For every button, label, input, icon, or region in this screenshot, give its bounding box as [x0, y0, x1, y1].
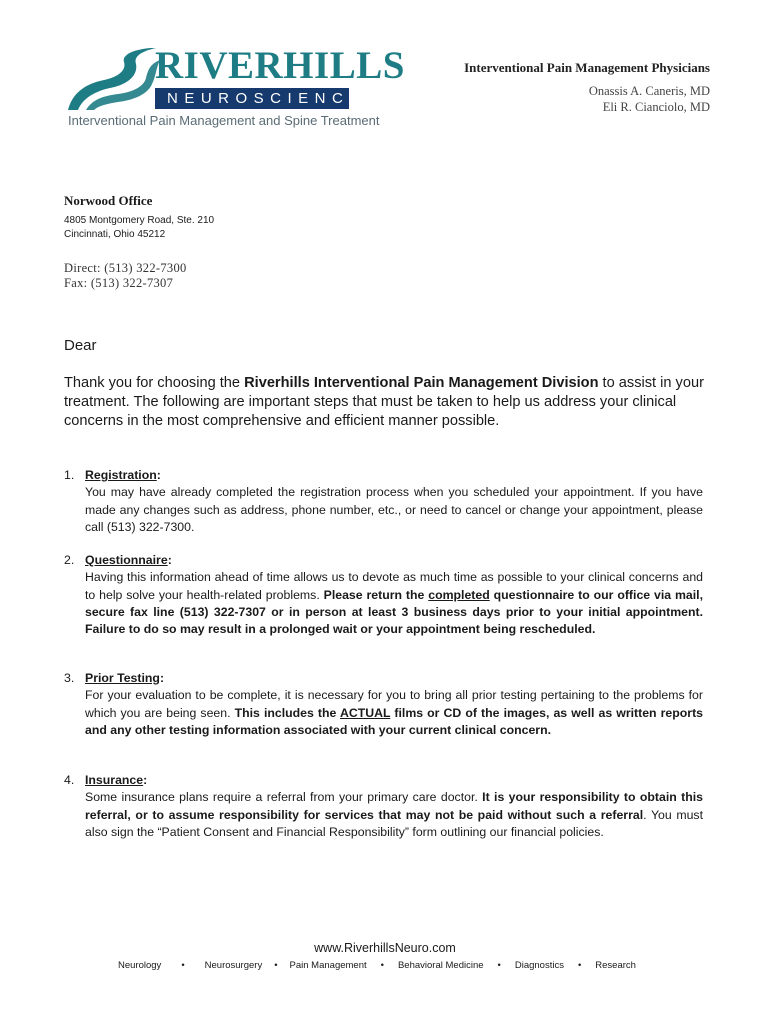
logo-name: RIVERHILLS — [155, 44, 405, 87]
footer-services — [118, 960, 636, 971]
footer-separator: • — [181, 960, 185, 971]
footer-service: Research — [595, 960, 636, 971]
logo-tagline: Interventional Pain Management and Spine Treatment — [68, 113, 380, 128]
step-heading-colon: : — [156, 468, 161, 482]
step-heading-colon: : — [143, 773, 148, 787]
step-body — [85, 569, 703, 638]
footer-separator: • — [497, 960, 501, 971]
step-heading-text: Questionnaire — [85, 553, 168, 567]
step-heading — [85, 772, 147, 789]
step-heading-text: Registration — [85, 468, 157, 482]
step-heading-colon: : — [167, 553, 172, 567]
step-body-text: For your evaluation to be complete, it is necessary for you to bring all prior testing pertaining to the problems for which you are being seen. — [85, 688, 703, 720]
step-body-bold: questionnaire to our office via mail, secure fax line (513) 322-7307 or in person at least 3 business days prior to your initial appointment. Failure to do so may result in a prolonged wait or your appointment being rescheduled. — [85, 587, 704, 637]
step-body-bold: This includes the — [234, 705, 340, 720]
step-body-bold: It is your responsibility to obtain this referral, or to assume responsibility for services that may not be paid without such a referral — [85, 790, 703, 822]
office-city: Cincinnati, Ohio 45212 — [64, 229, 166, 240]
step-body-bold-underlined: ACTUAL — [339, 705, 391, 720]
logo-subname-bar — [155, 88, 366, 109]
step-body-bold-underlined: completed — [428, 587, 490, 602]
step-number: 1. — [64, 468, 75, 482]
footer-service: Neurology — [118, 960, 162, 971]
footer-service: Diagnostics — [514, 960, 564, 971]
doctor-name: Onassis A. Caneris, MD — [588, 84, 710, 98]
salutation: Dear — [64, 337, 97, 354]
footer-service: Pain Management — [289, 960, 367, 971]
step-heading — [85, 467, 161, 484]
step-body-bold: films or CD of the images, as well as written reports and any other testing information associated with your current clinical concern. — [85, 705, 704, 737]
office-street: 4805 Montgomery Road, Ste. 210 — [64, 215, 215, 226]
office-title: Norwood Office — [64, 193, 153, 208]
step-number: 4. — [64, 773, 75, 787]
step-body — [85, 789, 703, 841]
office-direct-phone: Direct: (513) 322-7300 — [64, 261, 187, 275]
step-body-text: Having this information ahead of time allows us to devote as much time as possible to your clinical concerns and to help solve your health-related problems. — [85, 570, 703, 602]
step-body — [85, 687, 703, 739]
footer-separator: • — [577, 960, 582, 971]
step-heading — [85, 552, 172, 569]
step-number: 3. — [64, 671, 75, 685]
intro-text: Thank you for choosing the — [64, 375, 245, 391]
doctor-name: Eli R. Cianciolo, MD — [602, 100, 710, 114]
footer-service: Neurosurgery — [204, 960, 263, 971]
step-heading-text: Insurance — [85, 773, 144, 787]
physicians-title: Interventional Pain Management Physicians — [464, 60, 710, 75]
step-number: 2. — [64, 553, 75, 567]
intro-paragraph — [64, 374, 714, 431]
step-body-bold: Please return the — [323, 587, 429, 602]
step-heading-text: Prior Testing — [85, 671, 160, 685]
footer-service: Behavioral Medicine — [397, 960, 484, 971]
intro-text: to assist in your treatment. The following are important steps that must be taken to help us address your clinical concerns in the most comprehensive and efficient manner possible. — [64, 375, 704, 429]
step-body-text: . You must also sign the “Patient Consent and Financial Responsibility” form outlining our financial policies. — [85, 807, 703, 839]
step-body-text: Some insurance plans require a referral from your primary care doctor. — [85, 790, 483, 805]
footer-separator: • — [274, 960, 278, 971]
office-fax: Fax: (513) 322-7307 — [64, 276, 174, 290]
step-heading — [85, 670, 164, 687]
riverhills-logo-swoosh — [64, 44, 164, 114]
step-body: You may have already completed the registration process when you scheduled your appointment. If you have made any changes such as address, phone number, etc., or need to cancel or change your appointment, please call (513) 322-7300. — [85, 485, 703, 534]
intro-division-name: Riverhills Interventional Pain Management Division — [244, 375, 599, 391]
logo-subname: NEUROSCIENCE — [167, 90, 366, 107]
footer-separator: • — [380, 960, 384, 971]
step-heading-colon: : — [159, 671, 165, 685]
footer-website-link[interactable]: www.RiverhillsNeuro.com — [314, 941, 456, 955]
